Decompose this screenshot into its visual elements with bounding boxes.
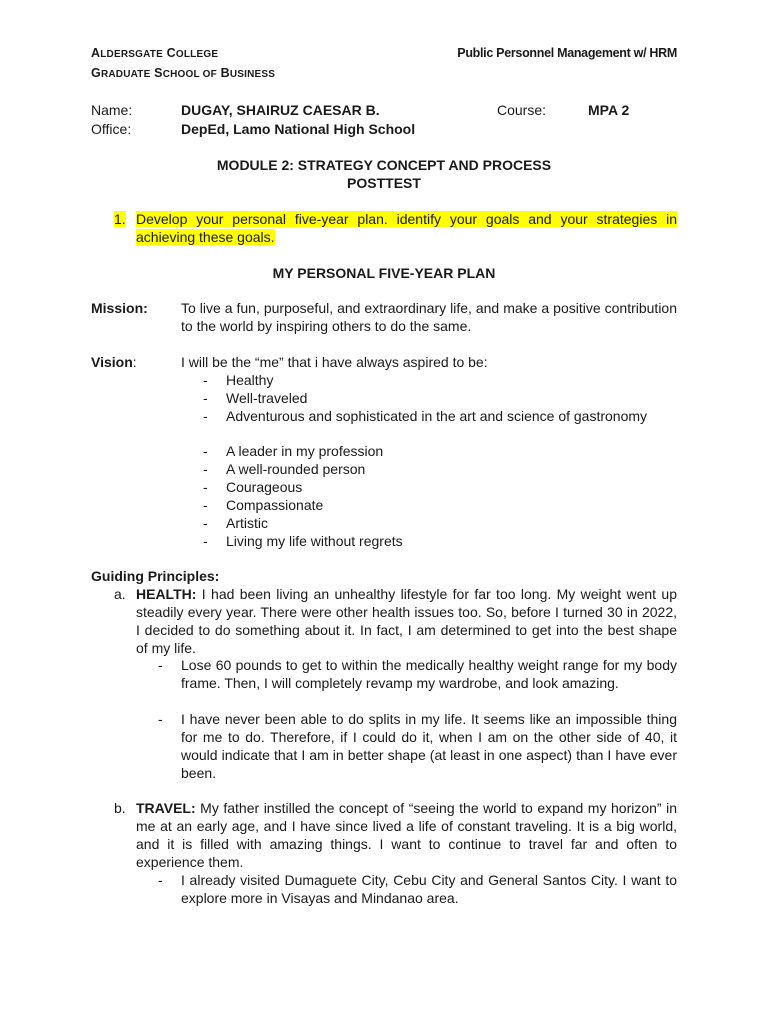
vision-item: Courageous [226, 479, 303, 495]
vision-item-dash: - [203, 515, 208, 531]
vision-item-dash: - [203, 408, 208, 424]
vision-item-dash: - [203, 533, 208, 549]
question-text: Develop your personal five-year plan. identify your goals and your strategies in achieving these goals. [136, 211, 677, 245]
question-number: 1. [114, 211, 126, 227]
vision-label: Vision: [91, 354, 137, 370]
principles-label: Guiding Principles: [91, 568, 220, 584]
vision-item: Adventurous and sophisticated in the art and science of gastronomy [226, 408, 648, 424]
bullet-dash: - [158, 711, 163, 727]
vision-item: A well-rounded person [226, 461, 366, 477]
college-name: ALDERSGATE COLLEGE [91, 46, 219, 60]
module-title: MODULE 2: STRATEGY CONCEPT AND PROCESS [216, 157, 552, 173]
office-label: Office: [91, 121, 132, 137]
vision-item-dash: - [203, 497, 208, 513]
vision-item: Healthy [226, 372, 274, 388]
office-value: DepEd, Lamo National High School [181, 121, 416, 137]
vision-item-dash: - [203, 372, 208, 388]
bullet-item: Lose 60 pounds to get to within the medically healthy weight range for my body frame. Then, I will completely revamp my wardrobe, and look amazing. [181, 657, 677, 691]
vision-item-dash: - [203, 443, 208, 459]
mission-text: To live a fun, purposeful, and extraordinary life, and make a positive contribution to the world by inspiring others to do the same. [181, 300, 677, 334]
school-name: GRADUATE SCHOOL OF BUSINESS [91, 66, 276, 80]
name-label: Name: [91, 102, 133, 118]
vision-item: Well-traveled [226, 390, 308, 406]
vision-item-dash: - [203, 461, 208, 477]
course-label: Course: [497, 102, 547, 118]
vision-item-dash: - [203, 479, 208, 495]
bullet-dash: - [158, 872, 163, 888]
vision-item-dash: - [203, 390, 208, 406]
vision-item: Compassionate [226, 497, 324, 513]
bullet-item: I have never been able to do splits in my life. It seems like an impossible thing for me to do. Therefore, if I could do it, when I am on the other side of 40, it would indicate that I am in better shape (at least in one aspect) than I have ever been. [181, 711, 677, 781]
health-paragraph: HEALTH: I had been living an unhealthy lifestyle for far too long. My weight went up steadily every year. There were other health issues too. So, before I turned 30 in 2022, I decided to do something about it. In fact, I am determined to get into the best shape of my life. [136, 586, 677, 656]
module-subtitle: POSTTEST [347, 175, 421, 191]
bullet-dash: - [158, 657, 163, 673]
vision-item: Artistic [226, 515, 268, 531]
name-value: DUGAY, SHAIRUZ CAESAR B. [181, 102, 380, 118]
vision-item: A leader in my profession [226, 443, 384, 459]
mission-label: Mission: [91, 300, 148, 316]
bullet-item: I already visited Dumaguete City, Cebu City and General Santos City. I want to explore more in Visayas and Mindanao area. [181, 872, 677, 906]
course-value: MPA 2 [588, 102, 630, 118]
plan-title: MY PERSONAL FIVE-YEAR PLAN [272, 265, 496, 281]
health-marker: a. [114, 586, 126, 602]
travel-paragraph: TRAVEL: My father instilled the concept of “seeing the world to expand my horizon” in me at an early age, and I have since lived a life of constant traveling. It is a big world, and it is filled with amazing things. I want to continue to travel far and often to experience them. [136, 800, 678, 870]
travel-marker: b. [114, 800, 126, 816]
vision-intro: I will be the “me” that i have always aspired to be: [181, 354, 488, 370]
vision-item: Living my life without regrets [226, 533, 403, 549]
subject-title: Public Personnel Management w/ HRM [457, 46, 677, 60]
